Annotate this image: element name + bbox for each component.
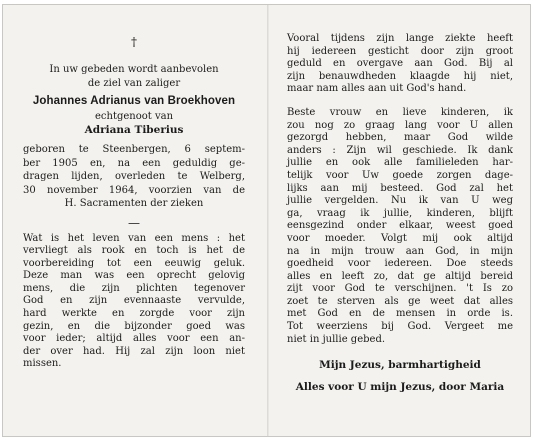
reflection-line: voor ieder; altijd alles voor een an- — [23, 333, 245, 345]
text-line: geduld en overgave aan God. Bij al — [287, 58, 513, 70]
text-line: ga, vraag ik jullie, kinderen, blijft — [287, 207, 513, 219]
farewell-paragraph — [287, 107, 513, 346]
reflection-line: Deze man was een oprecht gelovig — [23, 270, 245, 282]
card-fold — [267, 5, 269, 436]
reflection-line: mens, die zijn plichten tegenover — [23, 282, 245, 294]
biography — [23, 143, 245, 211]
text-line: eensgezind onder elkaar, weest goed — [287, 220, 513, 232]
left-page — [23, 35, 245, 371]
text-line: jullie vergelden. Nu ik van U weg — [287, 195, 513, 207]
separator-dash: — — [128, 215, 140, 230]
reflection-line: vervliegt als rook en toch is het de — [23, 245, 245, 257]
text-line: zoet te sterven als ge weet dat alles — [287, 295, 513, 307]
prayer-mercy: Mijn Jezus, barmhartigheid — [319, 359, 481, 372]
text-line: met God en de mensen in orde is. — [287, 308, 513, 320]
text-line: maar nam alles aan uit God's hand. — [287, 83, 467, 95]
text-line: Tot weerziens bij God. Vergeet me — [287, 321, 513, 333]
reflection-line: voorbereiding tot een eeuwig geluk. — [23, 257, 245, 269]
prayer-devotion: Alles voor U mijn Jezus, door Maria — [295, 381, 505, 394]
text-line: Beste vrouw en lieve kinderen, ik — [287, 106, 513, 118]
text-line: goedheid voor iedereen. Doe steeds — [287, 258, 513, 270]
text-line: lijks aan mij besteed. God zal het — [287, 182, 513, 194]
text-line: Vooral tijdens zijn lange ziekte heeft — [287, 33, 513, 44]
spouse-label: echtgenoot van — [94, 111, 174, 122]
illness-paragraph — [287, 33, 513, 96]
reflection-line: missen. — [23, 358, 62, 370]
intro-line: In uw gebeden wordt aanbevolen — [49, 64, 219, 75]
text-line: gezorgd hebben, maar God wilde — [287, 132, 513, 144]
memorial-card — [2, 4, 531, 437]
text-line: hij iedereen gesticht door zijn groot — [287, 45, 513, 57]
text-line: alles en leeft zo, dat ge altijd bereid — [287, 270, 513, 282]
bio-line: H. Sacramenten der zieken — [64, 198, 204, 209]
bio-line: ber 1905 en, na een geduldig ge- — [23, 157, 245, 169]
text-line: jullie en ook alle familieleden har- — [287, 157, 513, 169]
intro-text — [23, 63, 245, 90]
reflection-text — [23, 233, 245, 372]
reflection-line: Wat is het leven van een mens : het — [23, 232, 245, 244]
bio-line: geboren te Steenbergen, 6 septem- — [23, 144, 245, 155]
cross-icon: † — [131, 35, 137, 49]
spouse-name: Adriana Tiberius — [84, 124, 184, 136]
reflection-line: gezin, en die bijzonder goed was — [23, 320, 245, 332]
reflection-line: God en zijn evennaaste vervulde, — [23, 295, 245, 307]
text-line: voor moeder. Volgt mij ook altijd — [287, 232, 513, 244]
intro-line: de ziel van zaliger — [87, 77, 181, 89]
deceased-name: Johannes Adrianus van Broekhoven — [32, 95, 236, 107]
text-line: zou nog zo graag lang voor U allen — [287, 119, 513, 131]
bio-line: 30 november 1964, voorzien van de — [23, 184, 245, 196]
text-line: telijk voor Uw goede zorgen dage- — [287, 169, 513, 181]
text-line: niet in jullie gebed. — [287, 333, 386, 345]
reflection-line: hard werkte en zorgde voor zijn — [23, 308, 245, 320]
text-line: zijn benauwdheden klaagde hij niet, — [287, 70, 513, 82]
right-page — [287, 33, 513, 394]
reflection-line: der over had. Hij zal zijn loon niet — [23, 345, 245, 357]
text-line: na in mijn trouw aan God, in mijn — [287, 245, 513, 257]
bio-line: dragen lijden, overleden te Welberg, — [23, 171, 245, 182]
text-line: zijt voor God te verschijnen. 't Is zo — [287, 283, 513, 295]
text-line: anders : Zijn wil geschiede. Ik dank — [287, 144, 513, 156]
